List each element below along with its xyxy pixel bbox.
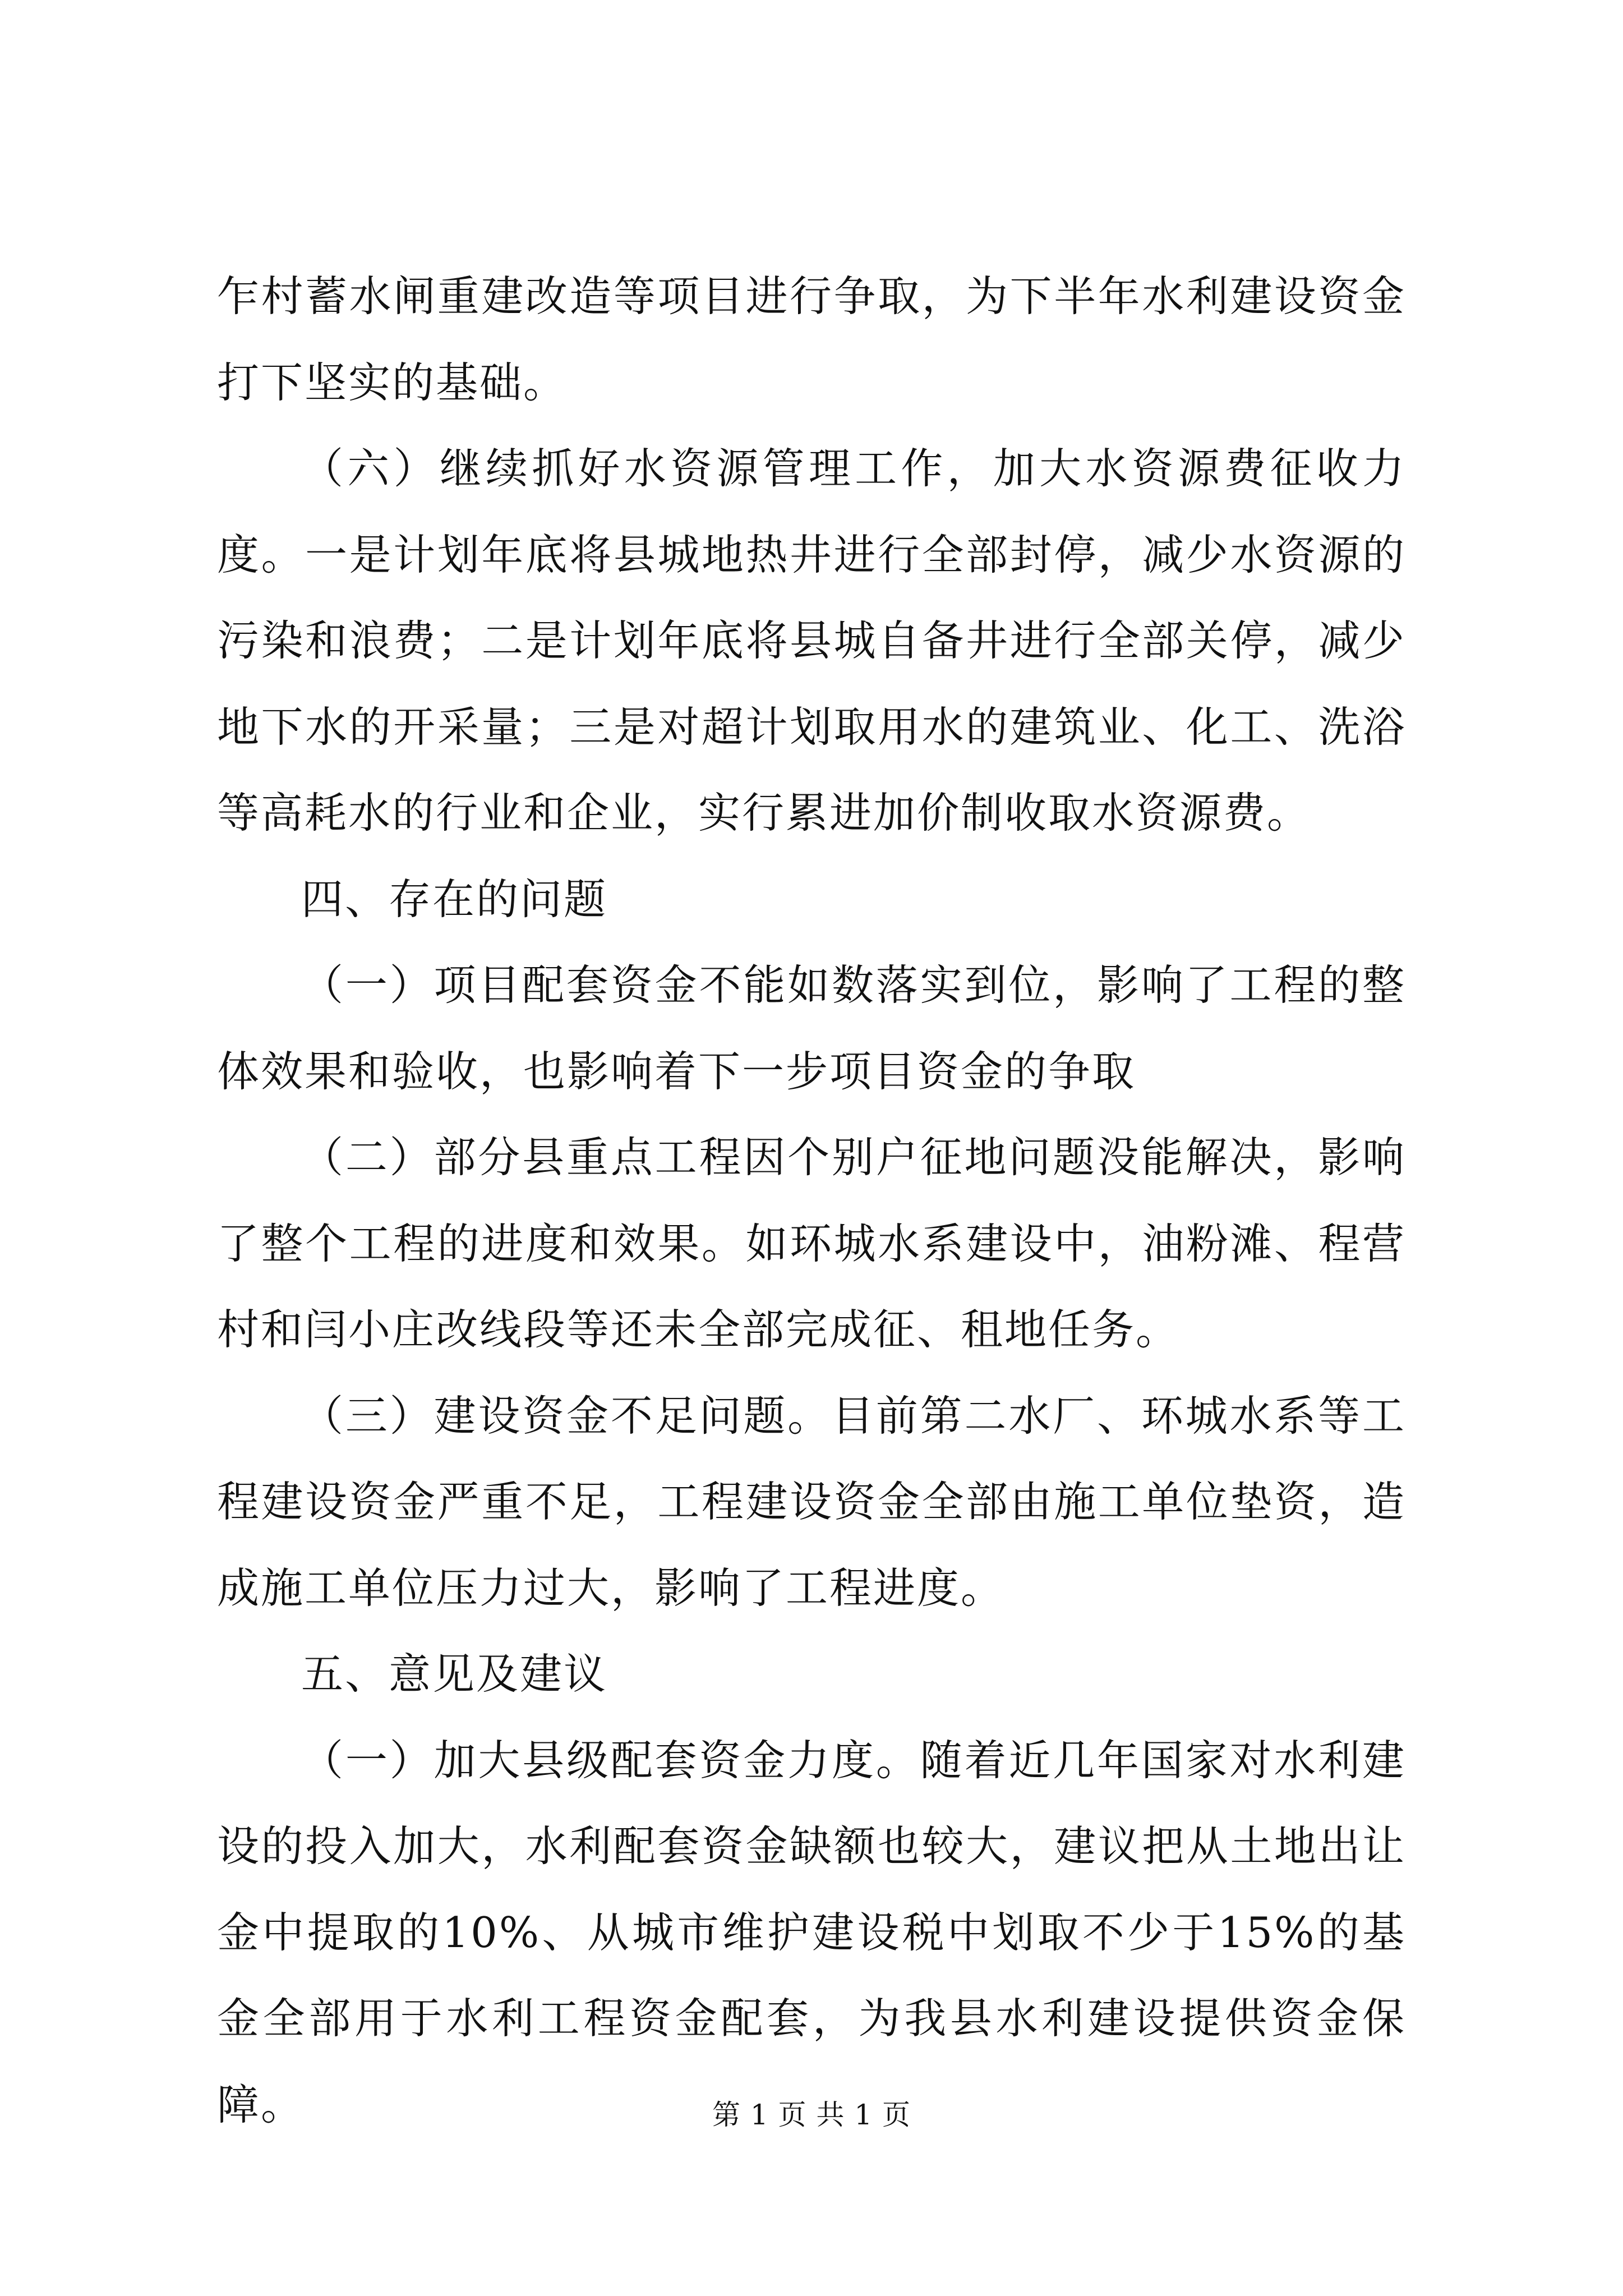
paragraph-water-resource-management: （六）继续抓好水资源管理工作，加大水资源费征收力度。一是计划年底将县城地热井进行全部封停，减少水资源的污染和浪费；二是计划年底将县城自备井进行全部关停，减少地下水的开采量；三是对超计划取用水的建筑业、化工、洗浴等高耗水的行业和企业，实行累进加价制收取水资源费。 [217, 444, 1406, 838]
paragraph-problem-3: （三）建设资金不足问题。目前第二水厂、环城水系等工程建设资金严重不足，工程建设资金全部由施工单位垫资，造成施工单位压力过大，影响了工程进度。 [217, 1391, 1406, 1613]
section-heading-suggestions: 五、意见及建议 [301, 1649, 608, 1699]
paragraph-problem-1: （一）项目配套资金不能如数落实到位，影响了工程的整体效果和验收，也影响着下一步项目资金的争取 [217, 960, 1406, 1096]
paragraph-suggestion-1: （一）加大县级配套资金力度。随着近几年国家对水利建设的投入加大，水利配套资金缺额也较大，建议把从土地出让金中提取的10%、从城市维护建设税中划取不少于15%的基金全部用于水利工程资金配套，为我县水利建设提供资金保障。 [217, 1735, 1406, 2129]
section-heading-problems: 四、存在的问题 [301, 874, 608, 924]
paragraph-continuation: 乍村蓄水闸重建改造等项目进行争取，为下半年水利建设资金打下坚实的基础。 [217, 272, 1406, 407]
document-body [217, 254, 1406, 2148]
paragraph-problem-2: （二）部分县重点工程因个别户征地问题没能解决，影响了整个工程的进度和效果。如环城水系建设中，油粉滩、程营村和闫小庄改线段等还未全部完成征、租地任务。 [217, 1133, 1406, 1354]
page-footer: 第 1 页 共 1 页 [712, 2099, 911, 2131]
